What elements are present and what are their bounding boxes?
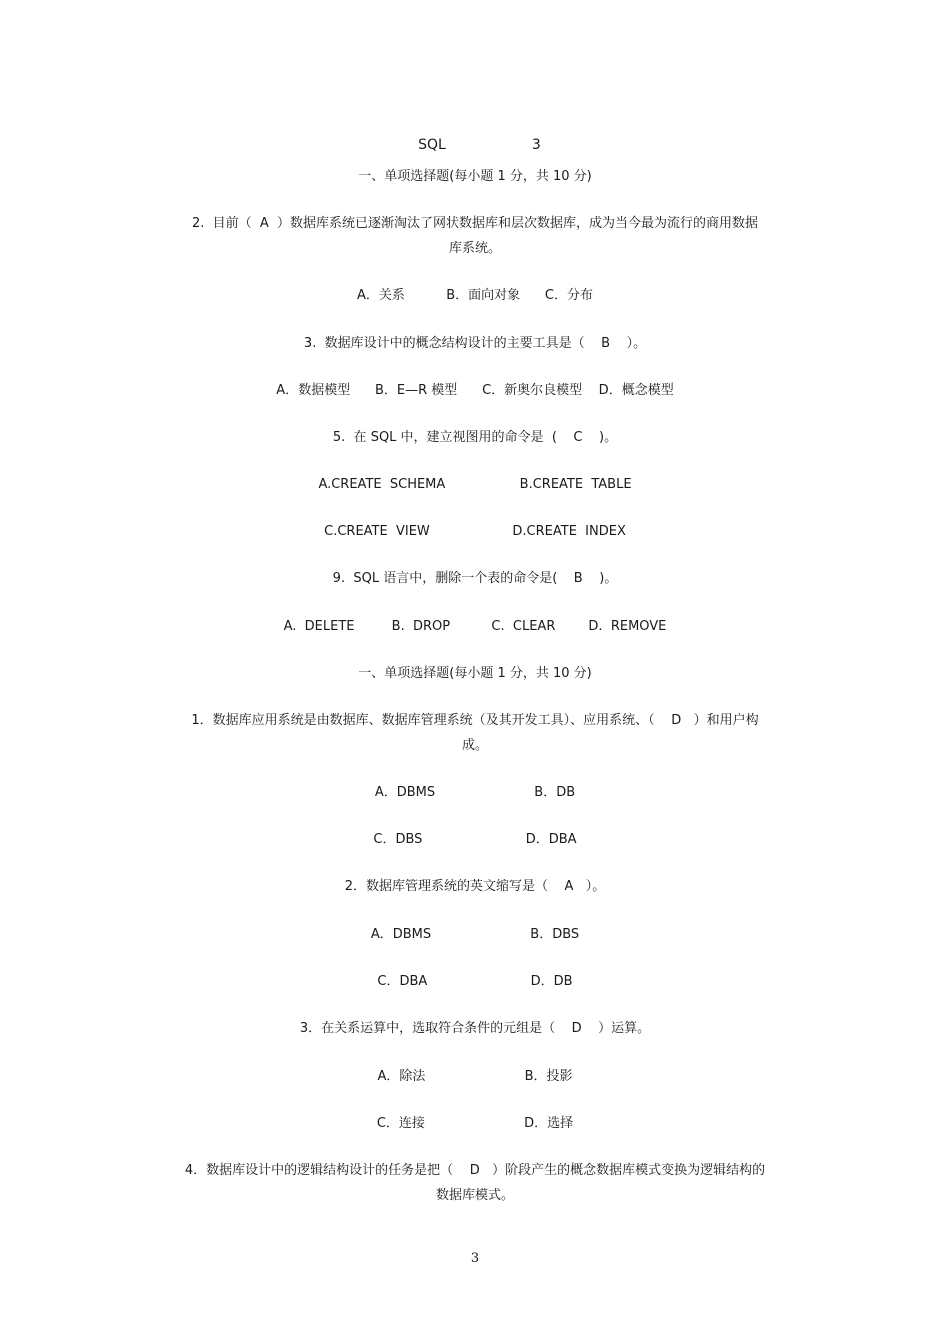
question-3-options: A．数据模型 B．E—R 模型 C．新奥尔良模型 D．概念模型	[276, 383, 674, 398]
doc-title-left: SQL	[418, 137, 446, 153]
page-number: 3	[470, 1251, 480, 1266]
part2-question-3-options-row-1: A．除法 B．投影	[377, 1069, 573, 1084]
question-2-line-1: 2. 目前（ A ）数据库系统已逐渐淘汰了网状数据库和层次数据库，成为当今最为流行的商用数据	[191, 216, 759, 231]
part2-question-1-options-row-1: A．DBMS B．DB	[374, 785, 576, 800]
question-9: 9. SQL 语言中，删除一个表的命令是( B )。	[332, 571, 618, 586]
doc-title	[0, 118, 950, 153]
part2-question-4-line-1: 4．数据库设计中的逻辑结构设计的任务是把（ D ）阶段产生的概念数据库模式变换为逻辑结构的	[184, 1163, 766, 1178]
part2-question-4-line-2: 数据库模式。	[435, 1188, 514, 1203]
part2-question-2-options-row-2: C．DBA D．DB	[377, 974, 573, 989]
part2-question-2: 2．数据库管理系统的英文缩写是（ A ）。	[344, 879, 606, 894]
part2-question-3: 3．在关系运算中，选取符合条件的元组是（ D ）运算。	[299, 1021, 651, 1036]
question-2-options: A．关系 B．面向对象 C．分布	[356, 288, 593, 303]
part2-question-1-options-row-2: C．DBS D．DBA	[373, 832, 577, 847]
doc-title-right: 3	[531, 137, 541, 153]
question-5-options-row-1: A.CREATE SCHEMA B.CREATE TABLE	[318, 477, 632, 492]
question-5-options-row-2: C.CREATE VIEW D.CREATE INDEX	[324, 524, 626, 539]
question-9-options: A. DELETE B. DROP C. CLEAR D. REMOVE	[283, 619, 667, 634]
part2-question-3-options-row-2: C．连接 D．选择	[376, 1116, 574, 1131]
part2-question-1-line-2: 成。	[461, 738, 488, 753]
section-heading-1: 一、单项选择题(每小题 1 分，共 10 分)	[358, 169, 592, 184]
part2-question-2-options-row-1: A．DBMS B．DBS	[370, 927, 580, 942]
question-3: 3. 数据库设计中的概念结构设计的主要工具是（ B ）。	[303, 336, 647, 351]
part2-question-1-line-1: 1．数据库应用系统是由数据库、数据库管理系统（及其开发工具）、应用系统、（ D ）和用户构	[191, 713, 759, 728]
question-2-line-2: 库系统。	[448, 241, 501, 256]
question-5: 5. 在 SQL 中，建立视图用的命令是 ( C )。	[332, 430, 618, 445]
section-heading-2: 一、单项选择题(每小题 1 分，共 10 分)	[358, 666, 592, 681]
